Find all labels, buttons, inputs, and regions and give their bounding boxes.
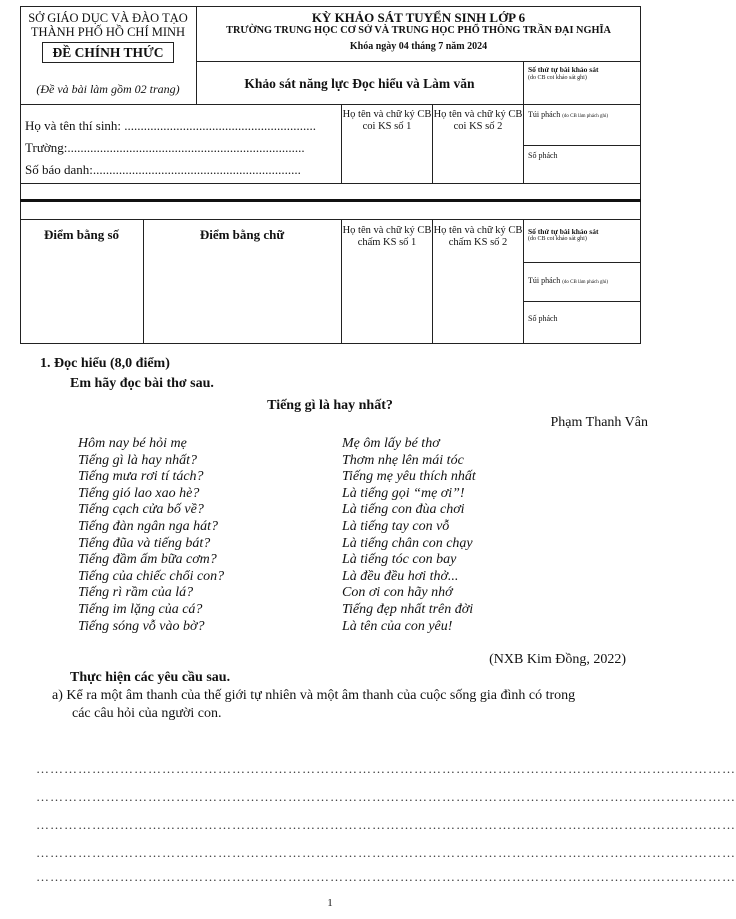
poem-line: Là tiếng tay con vỗ (342, 518, 450, 534)
poem-line: Tiếng gió lao xao hè? (78, 485, 200, 501)
grader-1-label: Họ tên và chữ ký CB chấm KS số 1 (342, 225, 432, 248)
poem-source: (NXB Kim Đồng, 2022) (489, 652, 626, 667)
question-a-continued: các câu hỏi của người con. (72, 706, 222, 721)
subject-title: Khảo sát năng lực Đọc hiểu và Làm văn (244, 76, 475, 91)
question-a: a) Kể ra một âm thanh của thế giới tự nhiên và một âm thanh của cuộc sống gia đình có trong (52, 688, 576, 703)
proctor-1-label: Họ tên và chữ ký CB coi KS số 1 (342, 109, 432, 132)
score-words-label: Điểm bằng chữ (199, 227, 285, 242)
poem-line: Tiếng gì là hay nhất? (78, 452, 197, 468)
score-number-label: Điểm bằng số (43, 227, 120, 242)
poem-line: Hôm nay bé hỏi mẹ (78, 436, 187, 451)
poem-title: Tiếng gì là hay nhất? (267, 398, 393, 413)
poem-line: Tiếng mẹ yêu thích nhất (342, 469, 476, 485)
poem-author: Phạm Thanh Vân (550, 415, 648, 430)
exam-date: Khóa ngày 04 tháng 7 năm 2024 (349, 41, 488, 52)
poem-line: Tiếng rì rầm của lá? (78, 585, 194, 601)
grader-2-label: Họ tên và chữ ký CB chấm KS số 2 (433, 225, 523, 248)
poem-line: Thơm nhẹ lên mái tóc (342, 452, 464, 468)
poem-line: Tiếng đầm ấm bữa cơm? (78, 552, 217, 568)
poem-right-column (342, 436, 602, 635)
candidate-number-field[interactable]: Số báo danh:................................................................ (25, 162, 301, 177)
poem-line: Tiếng mưa rơi tí tách? (78, 469, 204, 485)
answer-line[interactable]: …………………………………………………………………………………………………………………………………… (36, 789, 736, 804)
student-name-field[interactable]: Họ và tên thí sinh: ........................................................... (25, 118, 317, 133)
poem-line: Là tiếng tóc con bay (342, 552, 457, 568)
tasks-heading: Thực hiện các yêu cầu sau. (70, 670, 231, 685)
poem-line: Con ơi con hãy nhớ (342, 585, 453, 601)
sequence-label: Số thứ tự bài khảo sát (528, 65, 599, 74)
reading-instruction: Em hãy đọc bài thơ sau. (70, 376, 214, 391)
poem-line: Tiếng im lặng của cá? (78, 601, 203, 617)
sequence-note: (do CB coi khảo sát ghi) (528, 75, 587, 81)
answer-line[interactable]: …………………………………………………………………………………………………………………………………… (36, 761, 736, 776)
poem-line: Mẹ ôm lấy bé thơ (342, 436, 440, 451)
spacer-row-2 (20, 202, 641, 220)
poem-line: Là tên của con yêu! (342, 618, 453, 634)
poem-line: Là tiếng chân con chạy (342, 535, 473, 551)
poem-line: Tiếng đẹp nhất trên đời (342, 601, 474, 617)
page-count-note: (Đề và bài làm gồm 02 trang) (36, 82, 180, 96)
grading-code-label: Số phách (528, 314, 558, 323)
grading-envelope-label: Túi phách (do CB làm phách ghi) (528, 276, 609, 285)
grading-sequence-note: (do CB coi khảo sát ghi) (528, 236, 587, 242)
proctor-2-label: Họ tên và chữ ký CB coi KS số 2 (433, 109, 523, 132)
poem-line: Tiếng đàn ngân nga hát? (78, 518, 219, 534)
grading-sequence-label: Số thứ tự bài khảo sát (528, 227, 599, 236)
exam-title: KỲ KHẢO SÁT TUYỂN SINH LỚP 6 (311, 10, 526, 25)
spacer-row (20, 184, 641, 200)
poem-line: Tiếng cạch cửa bố về? (78, 502, 204, 518)
poem-line: Tiếng của chiếc chổi con? (78, 568, 225, 584)
school-name: TRƯỜNG TRUNG HỌC CƠ SỞ VÀ TRUNG HỌC PHỔ THÔNG TRẦN ĐẠI NGHĨA (226, 25, 611, 36)
answer-line[interactable]: …………………………………………………………………………………………………………………………………… (36, 845, 736, 860)
envelope-label: Túi phách (do CB làm phách ghi) (528, 110, 609, 119)
poem-line: Là tiếng gọi “mẹ ơi”! (342, 485, 465, 501)
answer-line[interactable]: …………………………………………………………………………………………………………………………………… (36, 817, 736, 832)
answer-line[interactable]: …………………………………………………………………………………………………………………………………… (36, 869, 736, 884)
poem-line: Là tiếng con đùa chơi (342, 502, 465, 518)
code-label: Số phách (528, 151, 558, 160)
poem-line: Là đều đều hơi thở... (342, 568, 459, 584)
department-name: SỞ GIÁO DỤC VÀ ĐÀO TẠO THÀNH PHỐ HỒ CHÍ MINH (28, 11, 188, 39)
page-number: 1 (327, 897, 333, 909)
poem-line: Tiếng đũa và tiếng bát? (78, 535, 211, 551)
section-heading: 1. Đọc hiểu (8,0 điểm) (40, 356, 170, 371)
official-label: ĐỀ CHÍNH THỨC (42, 42, 174, 63)
poem-line: Tiếng sóng vỗ vào bờ? (78, 618, 205, 634)
school-field[interactable]: Trường:......................................................................... (25, 140, 305, 155)
poem-left-column (78, 436, 338, 635)
